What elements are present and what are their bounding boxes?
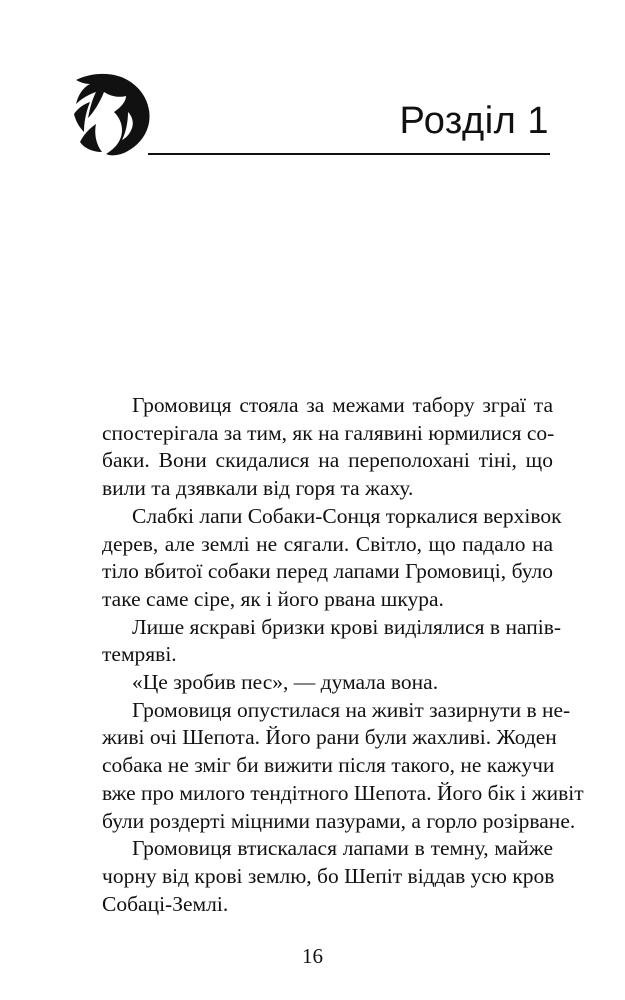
- chapter-divider: [148, 153, 550, 155]
- paragraph-6: [72, 835, 553, 918]
- paragraph-4: [72, 669, 553, 697]
- page-number: 16: [302, 944, 323, 968]
- text-line: вже про милого тендітного Шепота. Його бік і живіт: [102, 780, 584, 805]
- text-line: дерев, але землі не сягали. Світло, що падало на: [102, 531, 553, 556]
- text-line: собака не зміг би вижити після такого, не кажучи: [102, 753, 555, 778]
- text-line: Лише яскраві бризки крові виділялися в напів-: [132, 614, 562, 639]
- chapter-title: Розділ 1: [399, 100, 549, 142]
- text-line: Собаці-Землі.: [102, 891, 229, 916]
- text-line: чорну від крові землю, бо Шепіт віддав усю кров: [102, 863, 555, 888]
- paragraph-5: [72, 697, 584, 836]
- text-line: Громовиця втискалася лапами в темну, майже: [132, 836, 553, 861]
- text-line: Громовиця опустилася на живіт зазирнути в не-: [132, 697, 571, 722]
- paragraph-1: [72, 392, 553, 503]
- body-text: [72, 392, 584, 918]
- text-line: були роздерті міцними пазурами, а горло розірване.: [102, 808, 576, 833]
- text-line: спостерігала за тим, як на галявині юрмилися со-: [102, 420, 555, 445]
- text-line: темряві.: [102, 642, 177, 667]
- paragraph-2: [72, 503, 562, 614]
- text-line: Громовиця стояла за межами табору зграї та: [132, 393, 553, 417]
- dog-head-silhouette-icon: [70, 72, 154, 156]
- text-line: баки. Вони скидалися на переполохані тіні, що: [102, 448, 553, 473]
- text-line: Слабкі лапи Собаки-Сонця торкалися верхівок: [132, 503, 562, 528]
- text-line: таке саме сіре, як і його рвана шкура.: [102, 586, 444, 611]
- text-line: живі очі Шепота. Його рани були жахливі. Жоден: [102, 725, 557, 750]
- text-line: вили та дзявкали від горя та жаху.: [102, 476, 414, 501]
- text-line: тіло вбитої собаки перед лапами Громовиці, було: [102, 559, 553, 584]
- paragraph-3: [72, 614, 562, 669]
- text-line: «Це зробив пес», — думала вона.: [132, 670, 439, 695]
